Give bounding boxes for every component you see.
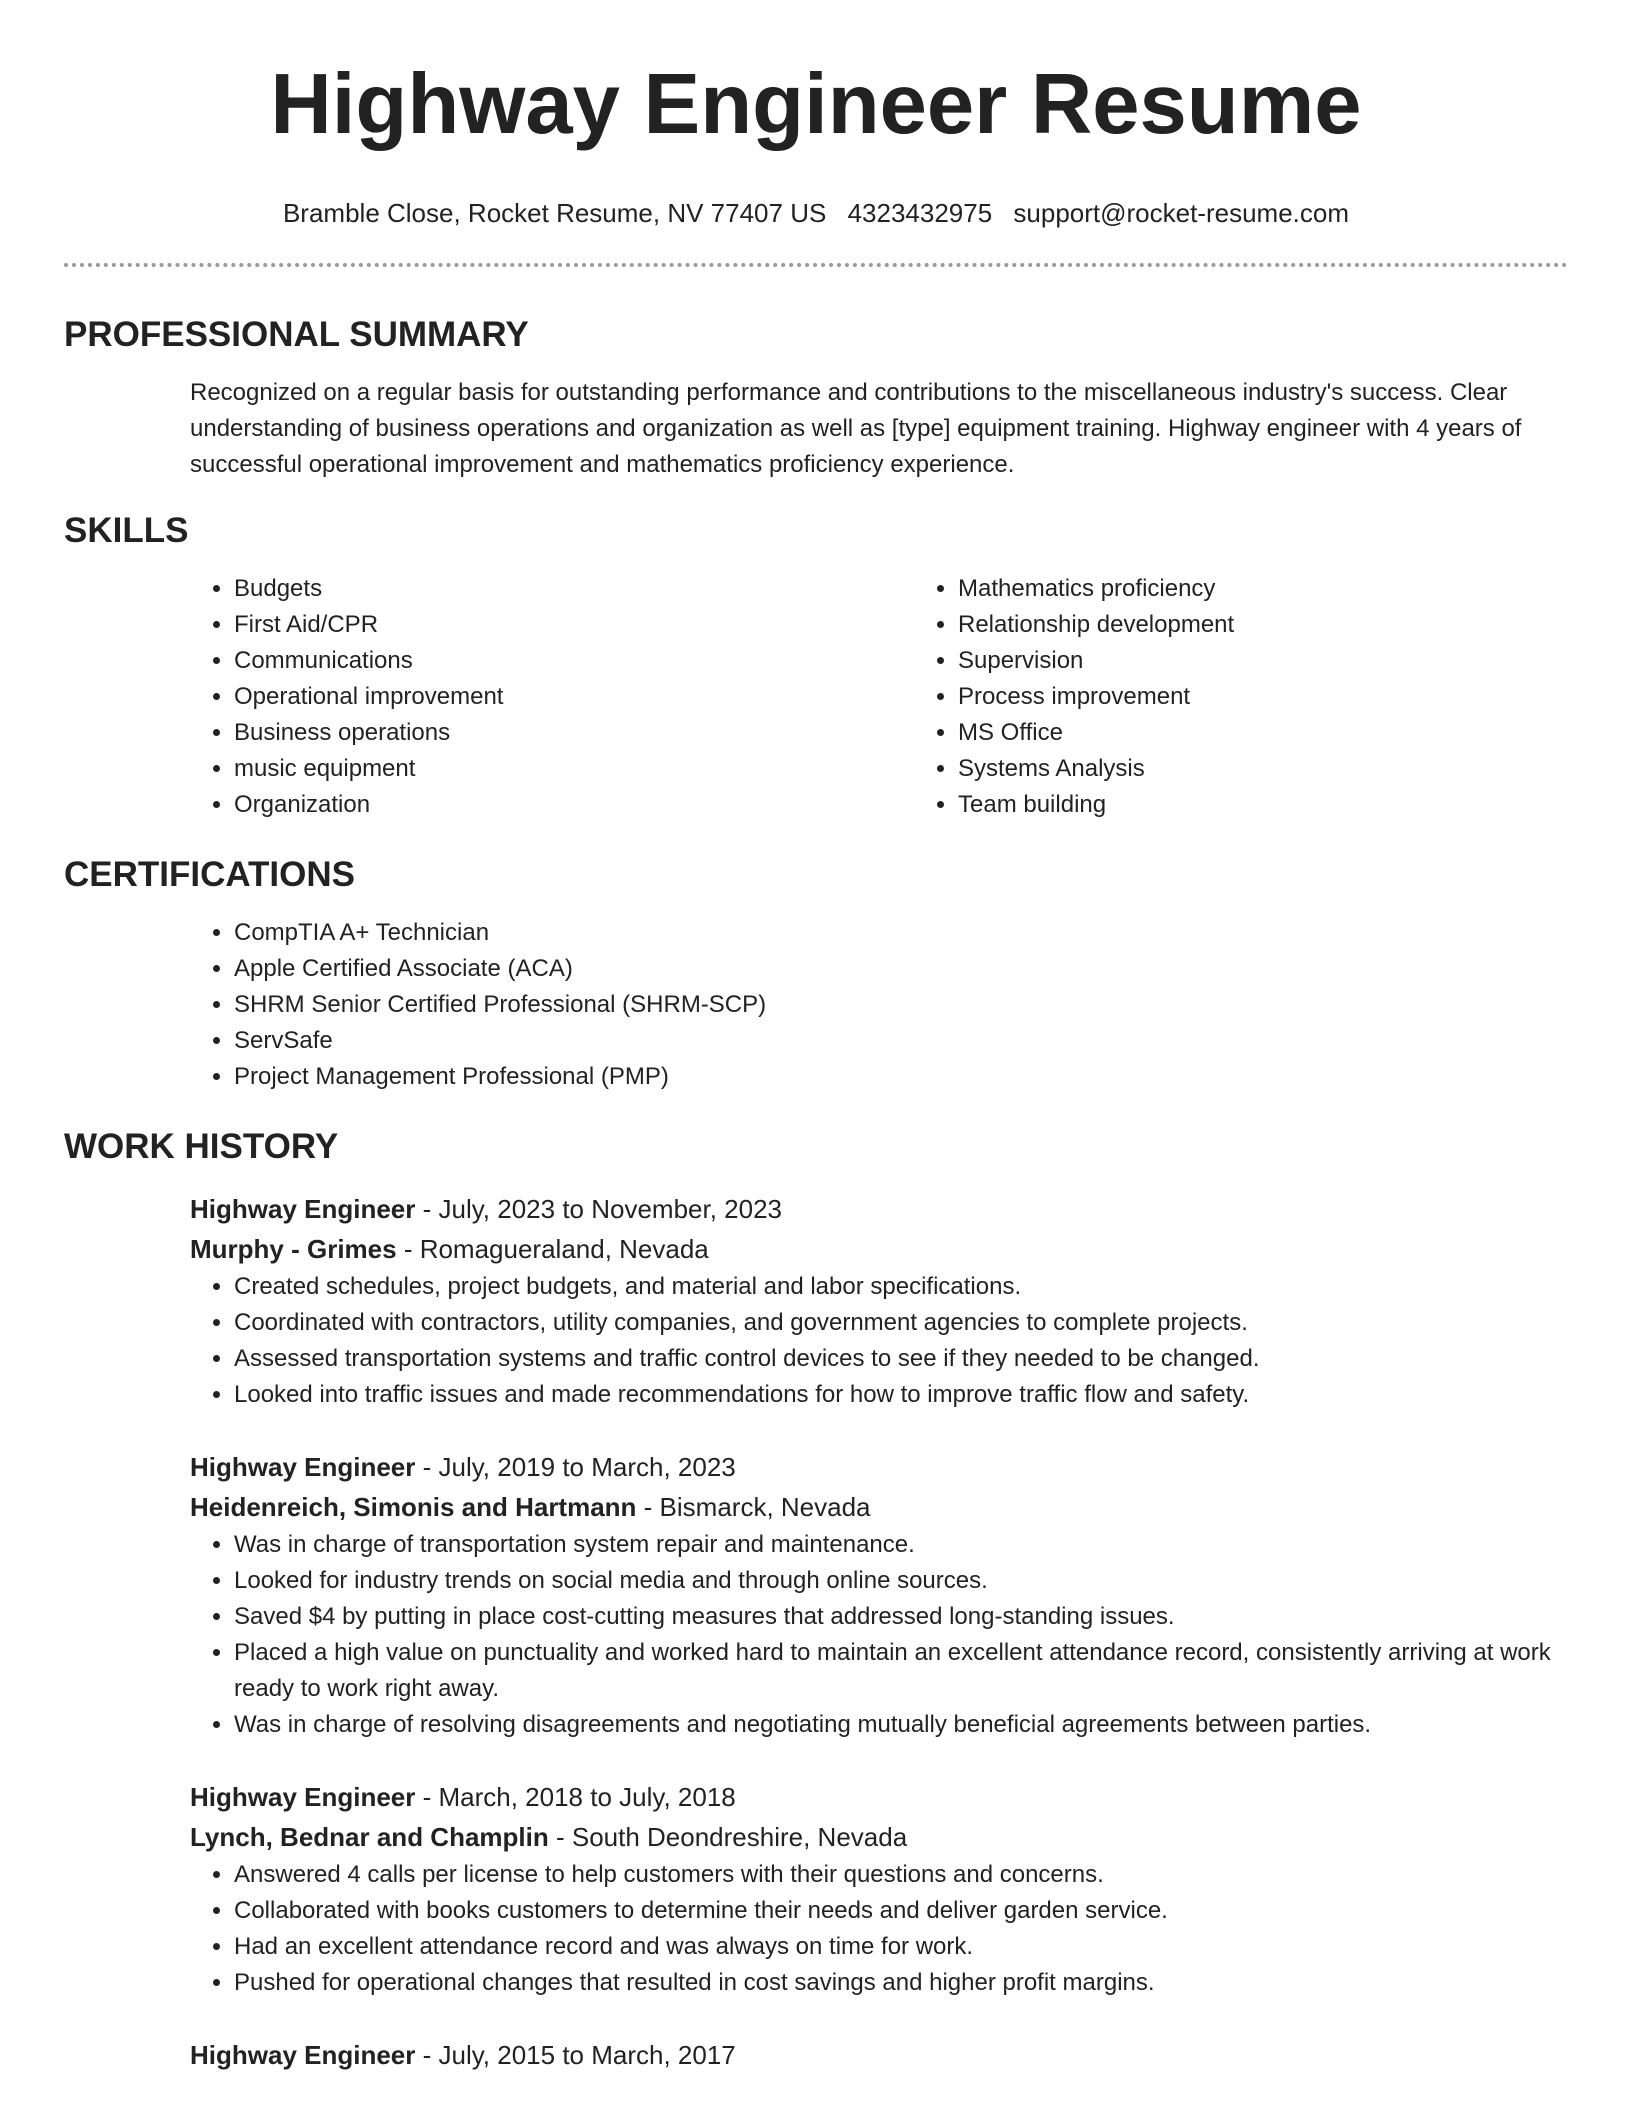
skill-item: • Organization bbox=[234, 787, 914, 823]
job-duty: • Was in charge of resolving disagreements and negotiating mutually beneficial agreements between parties. bbox=[234, 1707, 1568, 1743]
certification-item: • SHRM Senior Certified Professional (SHRM-SCP) bbox=[234, 987, 1568, 1023]
job-company: Lynch, Bednar and Champlin bbox=[190, 1822, 549, 1852]
job-duties-list bbox=[190, 1857, 1568, 2001]
skills-heading: SKILLS bbox=[64, 511, 189, 550]
header-divider bbox=[64, 263, 1568, 267]
job-company: Heidenreich, Simonis and Hartmann bbox=[190, 1492, 637, 1522]
job-duties-list bbox=[190, 1527, 1568, 1743]
certifications-heading: CERTIFICATIONS bbox=[64, 855, 356, 894]
skill-item: • Process improvement bbox=[958, 679, 1558, 715]
job-title: Highway Engineer bbox=[190, 1452, 416, 1482]
job-title-line bbox=[190, 1447, 1568, 1487]
skill-item: • Budgets bbox=[234, 571, 914, 607]
job-duty: • Pushed for operational changes that resulted in cost savings and higher profit margins. bbox=[234, 1965, 1568, 2001]
resume-title: Highway Engineer Resume bbox=[270, 57, 1362, 152]
skills-list-left bbox=[190, 571, 914, 823]
job-duty: • Collaborated with books customers to determine their needs and deliver garden service. bbox=[234, 1893, 1568, 1929]
job-location: - Bismarck, Nevada bbox=[636, 1492, 871, 1522]
summary-heading: PROFESSIONAL SUMMARY bbox=[64, 315, 529, 354]
skill-item: • Mathematics proficiency bbox=[958, 571, 1558, 607]
job-title: Highway Engineer bbox=[190, 2040, 416, 2070]
certification-item: • Project Management Professional (PMP) bbox=[234, 1059, 1568, 1095]
contact-phone: 4323432975 bbox=[847, 198, 993, 228]
job-duty: • Looked into traffic issues and made recommendations for how to improve traffic flow and safety. bbox=[234, 1377, 1568, 1413]
job-title-line bbox=[190, 2035, 1568, 2075]
work-history-heading: WORK HISTORY bbox=[64, 1127, 339, 1166]
skill-item: • Team building bbox=[958, 787, 1558, 823]
job-dates: - March, 2018 to July, 2018 bbox=[415, 1782, 736, 1812]
skill-item: • Supervision bbox=[958, 643, 1558, 679]
job-title: Highway Engineer bbox=[190, 1194, 416, 1224]
job-entry bbox=[64, 1189, 1568, 1413]
contact-address: Bramble Close, Rocket Resume, NV 77407 US bbox=[282, 198, 827, 228]
job-duty: • Coordinated with contractors, utility companies, and government agencies to complete projects. bbox=[234, 1305, 1568, 1341]
skill-item: • music equipment bbox=[234, 751, 914, 787]
skills-list-right bbox=[914, 571, 1558, 823]
skill-item: • Operational improvement bbox=[234, 679, 914, 715]
job-duty: • Placed a high value on punctuality and worked hard to maintain an excellent attendance record, consistently arriving at work ready to work right away. bbox=[234, 1635, 1568, 1707]
job-dates: - July, 2015 to March, 2017 bbox=[415, 2040, 736, 2070]
skill-item: • Relationship development bbox=[958, 607, 1558, 643]
job-entry bbox=[64, 1447, 1568, 1743]
job-duty: • Was in charge of transportation system repair and maintenance. bbox=[234, 1527, 1568, 1563]
skills-grid bbox=[64, 571, 1568, 823]
job-company: Murphy - Grimes bbox=[190, 1234, 397, 1264]
certification-item: • ServSafe bbox=[234, 1023, 1568, 1059]
job-duty: • Answered 4 calls per license to help customers with their questions and concerns. bbox=[234, 1857, 1568, 1893]
job-location: - South Deondreshire, Nevada bbox=[548, 1822, 908, 1852]
job-duty: • Saved $4 by putting in place cost-cutting measures that addressed long-standing issues. bbox=[234, 1599, 1568, 1635]
certification-item: • Apple Certified Associate (ACA) bbox=[234, 951, 1568, 987]
job-title: Highway Engineer bbox=[190, 1782, 416, 1812]
job-duty: • Assessed transportation systems and traffic control devices to see if they needed to be changed. bbox=[234, 1341, 1568, 1377]
summary-text: Recognized on a regular basis for outstanding performance and contributions to the miscellaneous industry's success. Clear understanding of business operations and organization as well as [type] equipment training. Highway engineer with 4 years of successful operational improvement and mathematics proficiency experience. bbox=[190, 379, 1522, 478]
certification-item: • CompTIA A+ Technician bbox=[234, 915, 1568, 951]
job-entry bbox=[64, 1777, 1568, 2001]
skill-item: • Communications bbox=[234, 643, 914, 679]
job-dates: - July, 2023 to November, 2023 bbox=[415, 1194, 783, 1224]
job-location: - Romagueraland, Nevada bbox=[396, 1234, 709, 1264]
job-title-line bbox=[190, 1777, 1568, 1817]
contact-line bbox=[64, 197, 1568, 229]
certifications-section bbox=[64, 915, 1568, 1095]
job-duties-list bbox=[190, 1269, 1568, 1413]
skill-item: • Business operations bbox=[234, 715, 914, 751]
job-company-line bbox=[190, 1229, 1568, 1269]
job-title-line bbox=[190, 1189, 1568, 1229]
certifications-list bbox=[190, 915, 1568, 1095]
skill-item: • Systems Analysis bbox=[958, 751, 1558, 787]
job-entry bbox=[64, 2035, 1568, 2075]
skill-item: • First Aid/CPR bbox=[234, 607, 914, 643]
contact-email: support@rocket-resume.com bbox=[1013, 198, 1350, 228]
job-duty: • Had an excellent attendance record and was always on time for work. bbox=[234, 1929, 1568, 1965]
job-duty: • Looked for industry trends on social media and through online sources. bbox=[234, 1563, 1568, 1599]
skill-item: • MS Office bbox=[958, 715, 1558, 751]
job-company-line bbox=[190, 1487, 1568, 1527]
job-company-line bbox=[190, 1817, 1568, 1857]
job-dates: - July, 2019 to March, 2023 bbox=[415, 1452, 736, 1482]
job-duty: • Created schedules, project budgets, and material and labor specifications. bbox=[234, 1269, 1568, 1305]
